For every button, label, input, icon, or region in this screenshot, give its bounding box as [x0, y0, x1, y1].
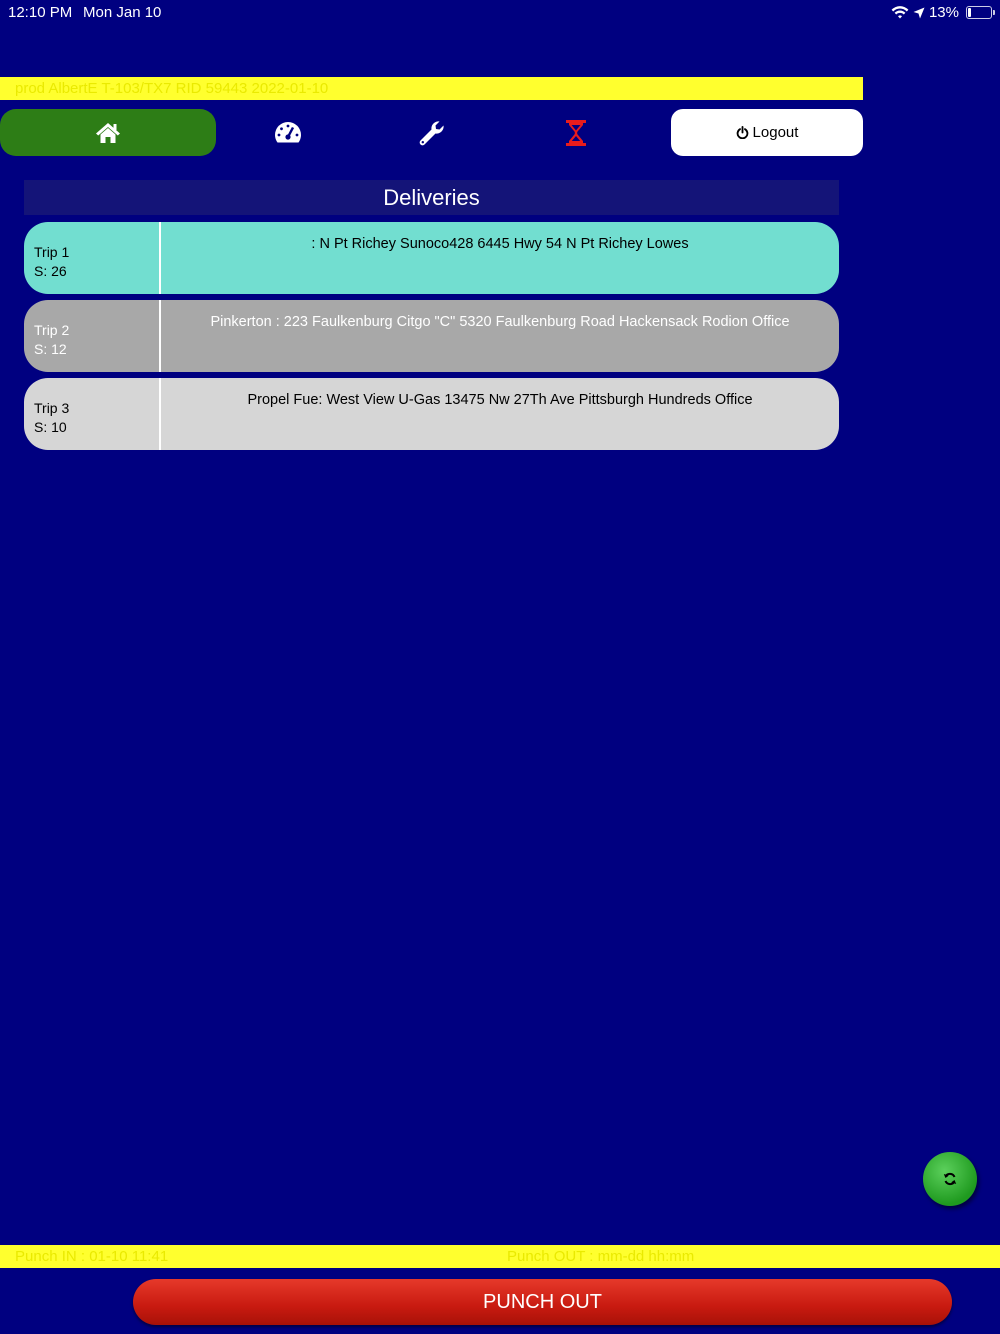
- punch-out-time: Punch OUT : mm-dd hh:mm: [507, 1248, 695, 1265]
- trip-description: Propel Fue: West View U-Gas 13475 Nw 27Th Ave Pittsburgh Hundreds Office: [247, 392, 753, 408]
- wifi-icon: [891, 6, 909, 20]
- deliveries-title: Deliveries: [24, 180, 839, 215]
- trip-card-1[interactable]: [24, 222, 839, 294]
- trip-stop-count: S: 10: [34, 419, 67, 435]
- nav-bar: [0, 109, 863, 156]
- logout-label: Logout: [752, 124, 799, 141]
- trip-description: : N Pt Richey Sunoco428 6445 Hwy 54 N Pt Richey Lowes: [311, 236, 689, 252]
- nav-timer-button[interactable]: [504, 109, 648, 156]
- nav-tools-button[interactable]: [360, 109, 504, 156]
- status-time: 12:10 PM: [8, 4, 73, 21]
- refresh-icon: [943, 1172, 957, 1186]
- hourglass-icon: [565, 119, 587, 147]
- home-icon: [95, 122, 121, 144]
- trip-summary: [24, 378, 161, 450]
- wrench-icon: [419, 120, 445, 146]
- session-info-banner: prod AlbertE T-103/TX7 RID 59443 2022-01-10: [0, 77, 863, 100]
- status-indicators: [891, 4, 992, 21]
- trip-card-2[interactable]: [24, 300, 839, 372]
- trip-summary: [24, 300, 161, 372]
- location-arrow-icon: [913, 7, 925, 19]
- battery-percentage: 13%: [928, 4, 959, 21]
- trip-stop-count: S: 12: [34, 341, 67, 357]
- trip-name: Trip 1: [34, 244, 70, 260]
- punch-out-button[interactable]: PUNCH OUT: [133, 1279, 952, 1325]
- battery-icon: [966, 6, 992, 19]
- trip-name: Trip 3: [34, 400, 70, 416]
- punch-status-bar: [0, 1245, 1000, 1268]
- refresh-button[interactable]: [923, 1152, 977, 1206]
- trip-name: Trip 2: [34, 322, 70, 338]
- nav-home-button[interactable]: [0, 109, 216, 156]
- status-date: Mon Jan 10: [83, 4, 162, 21]
- nav-dashboard-button[interactable]: [216, 109, 360, 156]
- dashboard-gauge-icon: [274, 121, 302, 145]
- punch-in-time: Punch IN : 01-10 11:41: [15, 1248, 169, 1265]
- status-bar: [0, 0, 1000, 26]
- logout-button[interactable]: [671, 109, 863, 156]
- trip-description: Pinkerton : 223 Faulkenburg Citgo "C" 5320 Faulkenburg Road Hackensack Rodion Office: [210, 314, 790, 330]
- trip-summary: [24, 222, 161, 294]
- trip-stop-count: S: 26: [34, 263, 67, 279]
- power-icon: [736, 126, 749, 139]
- trip-card-3[interactable]: [24, 378, 839, 450]
